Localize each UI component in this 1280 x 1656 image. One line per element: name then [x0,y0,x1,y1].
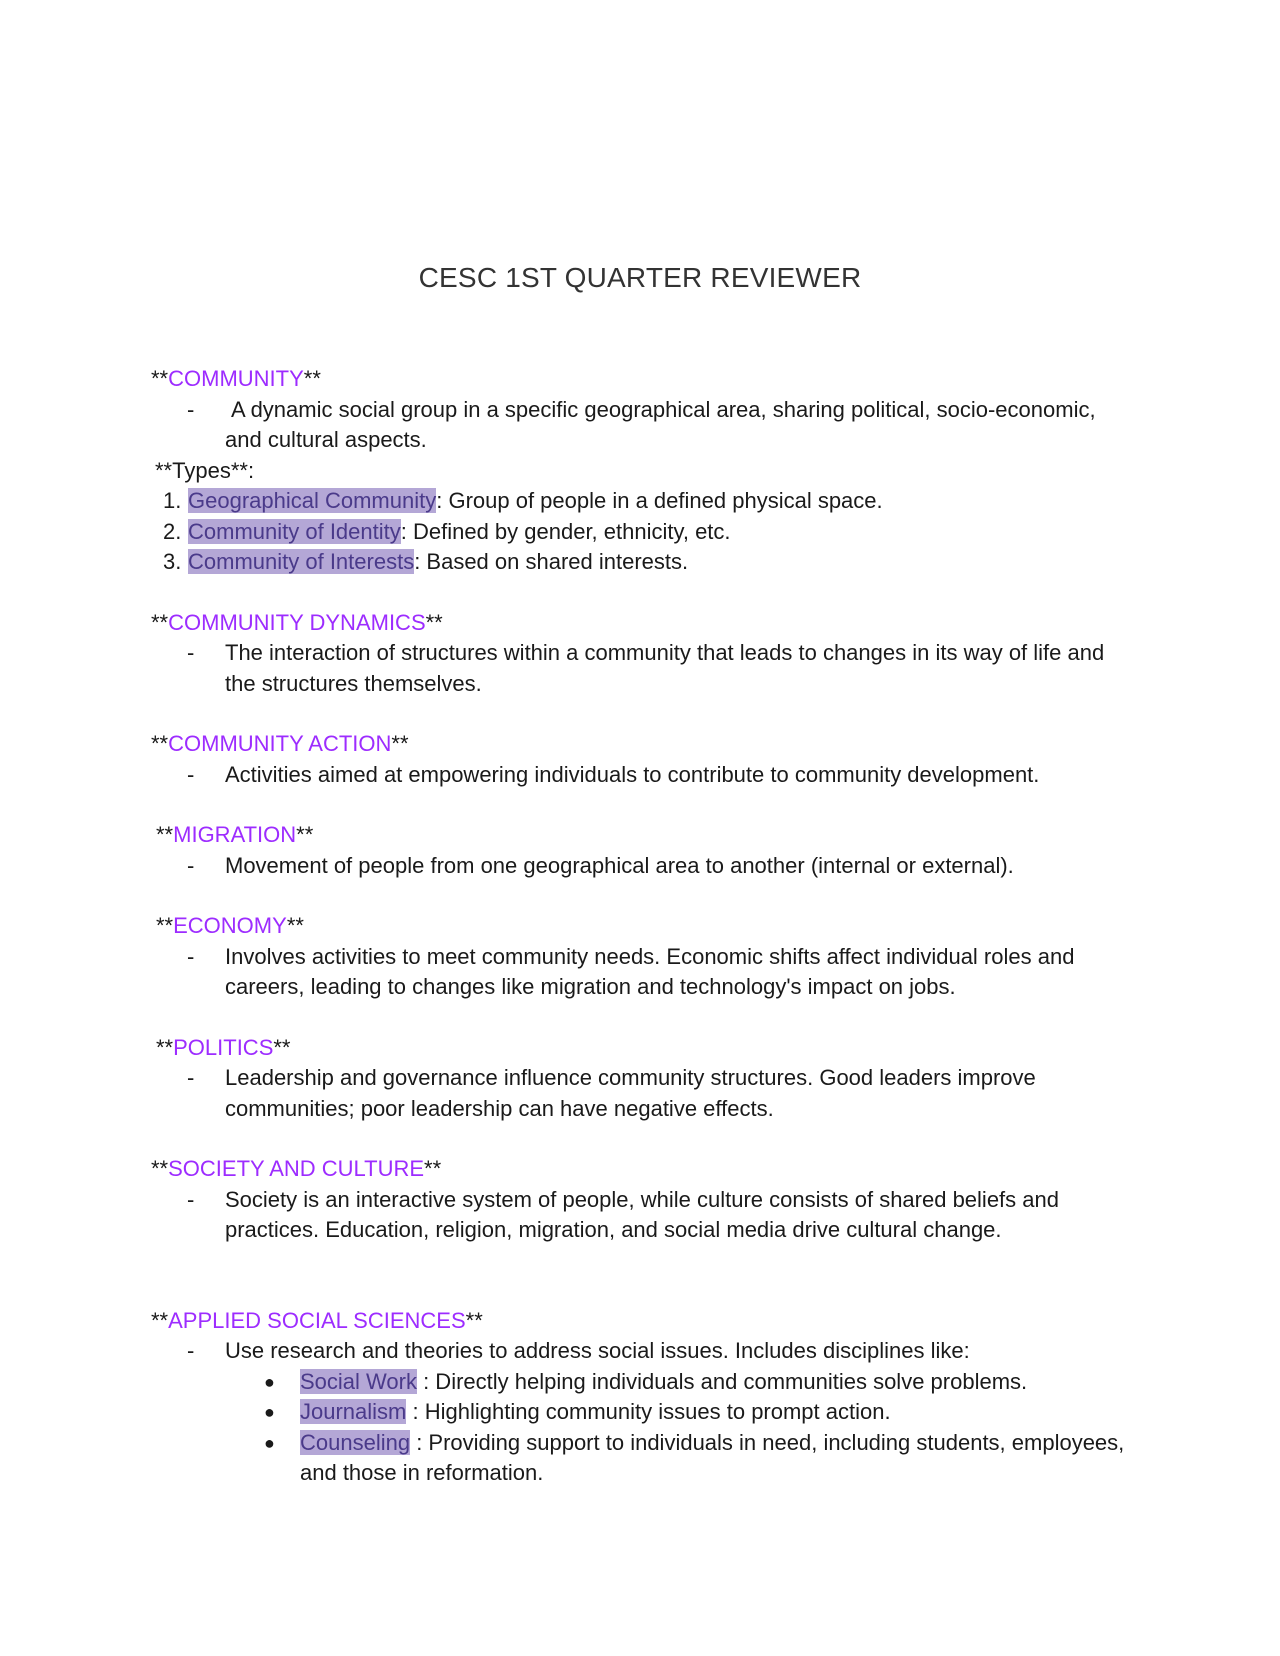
highlighted-term: Community of Identity [188,518,401,544]
heading-label: POLITICS [173,1034,274,1060]
dash-marker: - [187,396,195,422]
heading-label: COMMUNITY [168,366,304,391]
dash-marker: - [187,943,195,969]
definition-text: A dynamic social group in a specific geographical area, sharing political, socio-economic, and cultural aspects. [225,396,1096,452]
list-item [151,547,1131,578]
section-migration [151,820,1131,881]
definition-item [151,395,1131,456]
highlighted-term: Journalism [300,1399,407,1424]
term-description: : Group of people in a defined physical space. [436,488,883,513]
heading-suffix: ** [425,609,443,635]
definition-text: Use research and theories to address social issues. Includes disciplines like: [225,1338,970,1363]
heading-prefix: ** [151,731,169,756]
spacer [151,790,1131,820]
heading-prefix: ** [156,1034,174,1060]
dash-marker: - [187,1186,195,1212]
heading-suffix: ** [273,1034,291,1060]
list-item [151,486,1131,517]
definition-text: Movement of people from one geographical area to another (internal or external). [225,852,1014,878]
bullet-marker: ● [264,1432,275,1453]
term-description: : Directly helping individuals and communities solve problems. [416,1368,1028,1394]
section-heading [151,364,1131,395]
dash-marker: - [187,852,195,878]
list-number: 3. [163,549,182,574]
heading-suffix: ** [391,731,409,756]
bullet-item [151,1367,1131,1398]
spacer [151,1003,1131,1033]
highlighted-term: Community of Interests [188,549,415,574]
definition-item [151,1336,1131,1367]
document-body [151,364,1131,1489]
definition-item [151,851,1131,882]
section-applied-social-sciences [151,1306,1131,1489]
definition-item [151,1063,1131,1124]
spacer [151,1246,1131,1306]
spacer [151,1124,1131,1154]
heading-label: ECONOMY [173,913,287,938]
highlighted-term: Geographical Community [188,488,437,513]
section-heading [151,911,1131,942]
spacer [151,578,1131,608]
heading-prefix: ** [151,1156,169,1181]
spacer [151,699,1131,729]
definition-text: The interaction of structures within a community that leads to changes in its way of life and the structures themselves. [225,640,1105,696]
definition-item [151,942,1131,1003]
highlighted-term: Counseling [300,1429,411,1455]
definition-item [151,760,1131,791]
definition-text: Leadership and governance influence community structures. Good leaders improve communities; poor leadership can have negative effects. [225,1065,1036,1121]
dash-marker: - [187,1338,195,1363]
section-politics [151,1033,1131,1125]
heading-prefix: ** [151,609,169,635]
section-heading [151,1306,1131,1337]
bullet-item [151,1428,1131,1489]
heading-suffix: ** [424,1156,442,1181]
definition-text: Involves activities to meet community needs. Economic shifts affect individual roles and careers, leading to changes like migration and technology's impact on jobs. [225,943,1075,999]
heading-suffix: ** [465,1307,483,1333]
bullet-item [151,1397,1131,1428]
section-community [151,364,1131,578]
list-item [151,517,1131,548]
dash-marker: - [187,761,195,787]
heading-suffix: ** [303,366,321,391]
bullet-marker: ● [264,1402,275,1422]
section-heading [151,608,1131,639]
heading-prefix: ** [151,1307,169,1333]
types-label: **Types**: [155,457,255,483]
definition-item [151,1185,1131,1246]
spacer [151,881,1131,911]
term-description: : Providing support to individuals in need, including students, employees, and those in reformation. [300,1429,1125,1485]
list-number: 2. [163,518,182,544]
heading-label: APPLIED SOCIAL SCIENCES [168,1307,466,1333]
list-number: 1. [163,488,182,513]
heading-prefix: ** [151,366,169,391]
heading-label: COMMUNITY ACTION [168,731,392,756]
highlighted-term: Social Work [300,1368,417,1394]
definition-text: Society is an interactive system of people, while culture consists of shared beliefs and practices. Education, religion, migration, and social media drive cultural change. [225,1186,1059,1242]
definition-text: Activities aimed at empowering individuals to contribute to community development. [225,761,1040,787]
section-community-action [151,729,1131,790]
heading-label: SOCIETY AND CULTURE [168,1156,425,1181]
heading-suffix: ** [296,822,314,847]
heading-prefix: ** [156,822,174,847]
section-heading [151,1033,1131,1064]
section-heading [151,729,1131,760]
dash-marker: - [187,1065,195,1090]
section-economy [151,911,1131,1003]
definition-item [151,638,1131,699]
section-society-and-culture [151,1154,1131,1246]
dash-marker: - [187,640,195,665]
bullet-marker: ● [264,1371,275,1392]
heading-suffix: ** [286,913,304,938]
heading-prefix: ** [156,913,174,938]
term-description: : Highlighting community issues to prompt action. [406,1399,891,1424]
document-title: CESC 1ST QUARTER REVIEWER [418,262,862,293]
section-community-dynamics [151,608,1131,700]
section-heading [151,1154,1131,1185]
heading-label: COMMUNITY DYNAMICS [168,609,426,635]
term-description: : Based on shared interests. [414,549,689,574]
term-description: : Defined by gender, ethnicity, etc. [400,518,731,544]
heading-label: MIGRATION [173,822,297,847]
section-heading [151,820,1131,851]
